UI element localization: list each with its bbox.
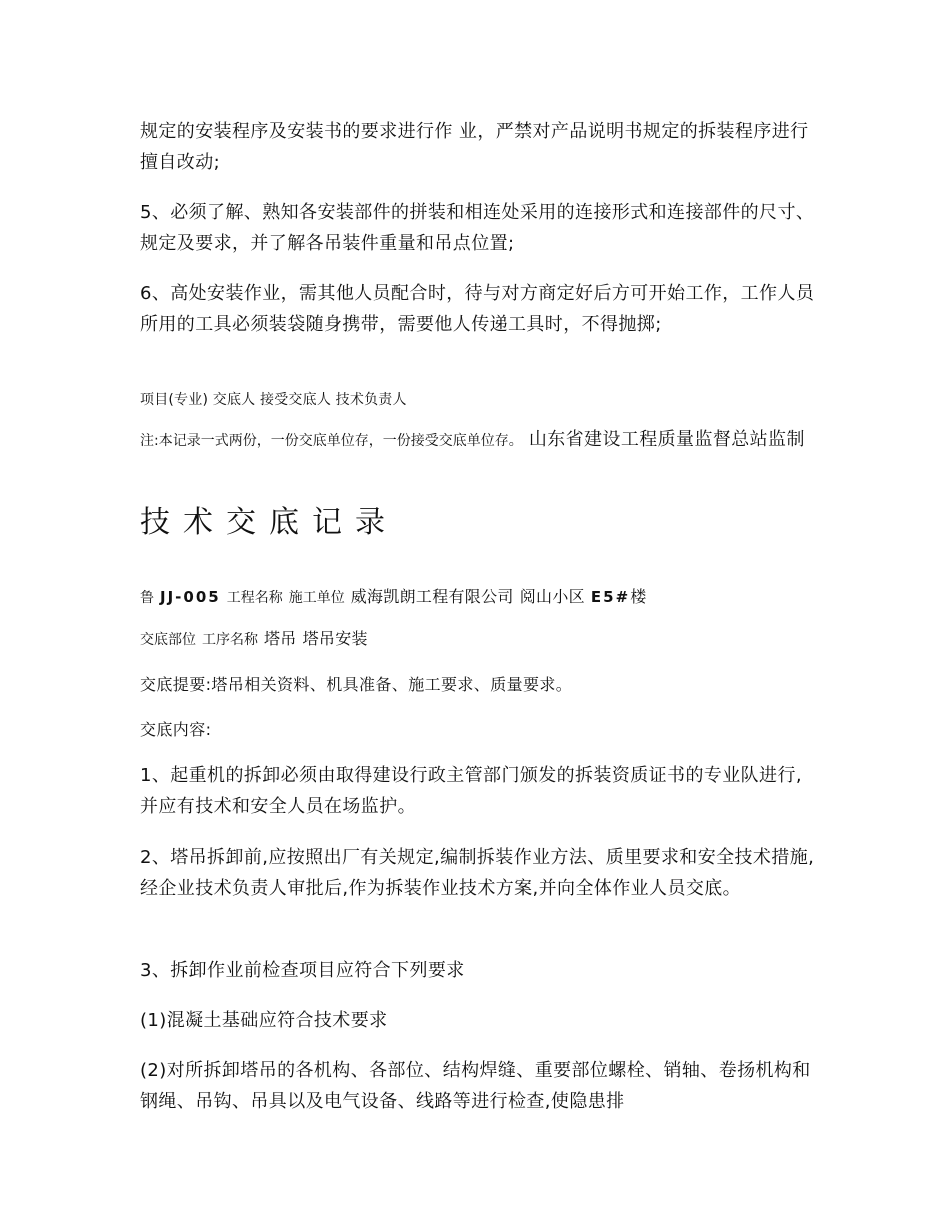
- content-item-3-2: (2)对所拆卸塔吊的各机构、各部位、结构焊缝、重要部位螺栓、销轴、卷扬机构和钢绳、吊钩、吊具以及电气设备、线路等进行检查,使隐患排: [140, 1060, 811, 1112]
- footnote: [140, 427, 820, 454]
- part-label: 交底部位: [140, 632, 196, 648]
- content-item-1: 1、起重机的拆卸必须由取得建设行政主管部门颁发的拆装资质证书的专业队进行,并应有技术和安全人员在场监护。: [140, 765, 802, 817]
- record-code-line: [140, 584, 840, 607]
- record-title: 技术交底记录: [140, 505, 398, 540]
- company-name: 威海凯朗工程有限公司: [350, 587, 514, 606]
- paragraph-item-6: 6、高处安装作业，需其他人员配合时，待与对方商定好后方可开始工作，工作人员 所用的工具必须装袋随身携带，需要他人传递工具时，不得抛掷;: [140, 283, 815, 335]
- project-name: 阅山小区: [519, 587, 585, 606]
- construction-unit-label: 施工单位: [288, 590, 345, 606]
- paragraph-installation-procedure: 规定的安装程序及安装书的要求进行作 业，严禁对产品说明书规定的拆装程序进行擅自改动;: [140, 121, 809, 173]
- part-value: 塔吊: [264, 629, 297, 648]
- building-suffix: 楼: [630, 587, 647, 606]
- process-value: 塔吊安装: [302, 629, 368, 648]
- content-item-2: 2、塔吊拆卸前,应按照出厂有关规定,编制拆装作业方法、质里要求和安全技术措施,经企业技术负责人审批后,作为拆装作业技术方案,并向全体作业人员交底。: [140, 847, 815, 899]
- footnote-text: 注:本记录一式两份，一份交底单位存，一份接受交底单位存。: [140, 433, 523, 449]
- footnote-supervisor: 山东省建设工程质量监督总站监制: [522, 429, 805, 450]
- record-summary: 交底提要:塔吊相关资料、机具准备、施工要求、质量要求。: [140, 675, 573, 694]
- content-label: 交底内容:: [140, 720, 212, 739]
- code-prefix: 鲁: [140, 590, 154, 606]
- building-number: E5#: [590, 588, 631, 606]
- record-code: JJ-005: [160, 588, 221, 606]
- record-part-line: [140, 626, 840, 649]
- content-item-3: 3、拆卸作业前检查项目应符合下列要求: [140, 960, 465, 981]
- content-item-3-1: (1)混凝土基础应符合技术要求: [140, 1010, 388, 1031]
- process-label: 工序名称: [202, 632, 258, 648]
- paragraph-item-5: 5、必须了解、熟知各安装部件的拼装和相连处采用的连接形式和连接部件的尺寸、 规定及要求，并了解各吊装件重量和吊点位置;: [140, 202, 815, 254]
- project-name-label: 工程名称: [226, 590, 283, 606]
- signature-line: 项目(专业) 交底人 接受交底人 技术负责人: [140, 392, 407, 408]
